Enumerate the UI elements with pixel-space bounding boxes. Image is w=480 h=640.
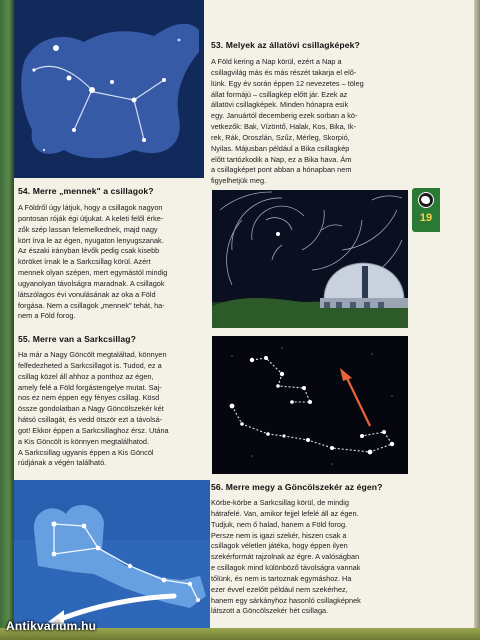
page-stack-edge: [474, 0, 480, 628]
page-number: 19: [419, 212, 433, 224]
text-q53: A Föld kering a Nap körül, ezért a Nap a csillagvilág más és más részét takarja el elő- lünk. Egy év során éppen 12 nevezetes – töleg állat formájú – csillagkép előtt jár. Ezek az állatövi csillagképek. Minden hónapra esik egy. Januártól decemberig ezek sorban a kö- vetkezők: Bak, Vízöntő, Halak, Kos, Bika, Ik- rek, Rák, Oroszlán, Szűz, Mérleg, Skorpió, Nyilas. Májusban például a Bika csillagkép előtt tartózkodik a Nap, ez a Bika hava. Ám a csillagképet pont abban a hónapban nem figyelhetjük meg.: [211, 57, 364, 186]
heading-q55: 55. Merre van a Sarkcsillag?: [18, 334, 136, 344]
big-dipper-polaris-illustration: [212, 336, 408, 474]
watermark-text: Antikvarium.hu: [6, 619, 97, 633]
globe-icon: [418, 192, 434, 208]
page-number-badge: [412, 188, 440, 232]
book-cover-edge: [0, 0, 14, 640]
heading-q56: 56. Merre megy a Göncölszekér az égen?: [211, 482, 383, 492]
taurus-illustration: [14, 0, 204, 178]
heading-q53: 53. Melyek az állatövi csillagképek?: [211, 40, 360, 50]
text-q55: Ha már a Nagy Göncölt megtaláltad, könnyen felfedezheted a Sarkcsillagot is. Tudod, ez a csillag közel áll ahhoz a ponthoz az égen, amely felé a Föld forgástengelye mutat. Saj- nos ez nem éppen egy fényes csillag. Kösd össze gondolatban a Nagy Göncölszekér két hátsó csillagát, és vedd ötször ezt a távolsá- got! Ekkor éppen a Sarkcsillaghoz érsz. Utána a Kis Göncölt is könnyen megtalálhatod. A Sarkcsillag ugyanis éppen a Kis Göncöl rúdjának a végén található.: [18, 350, 169, 468]
text-q54: A Földről úgy látjuk, hogy a csillagok nagyon pontosan róják égi útjukat. A keleti felől érke- zők szép lassan felemelkednek, majd nagy kört írva le az égen, nyugaton lenyugszanak. Az északi irányban lévők pedig csak kisebb köröket írnak le a Sarkcsillag körül. Azért mennek olyan szépen, mert egymástól mindig ugyanolyan távolságra maradnak. A csillagok látszólagos évi vonulásának az oka a Föld forgása. Nem a csillagok „mennek" tehát, ha- nem a Föld forog.: [18, 203, 168, 321]
text-q56: Körbe-körbe a Sarkcsillag körül, de mindig hátrafelé. Van, amikor fejjel lefelé áll az égen. Tudjuk, nem ő halad, hanem a Föld forog. Persze nem is igazi szekér, hiszen csak a csillagok véletlen játéka, hogy éppen ilyen szekérformát rajzolnak az égre. A valóságban e csillagok mind különböző távolságra vannak tőlünk, és nem is tartoznak egymáshoz. Ha ezer évvel ezelőtt például nem szekérhez, hanem egy sárkányhoz hasonló csillagképnek látszott a Göncölszekér hét csillaga.: [211, 498, 361, 616]
book-page: [14, 0, 474, 628]
big-dipper-motion-illustration: [14, 480, 210, 628]
heading-q54: 54. Merre „mennek" a csillagok?: [18, 186, 154, 196]
star-trails-observatory-illustration: [212, 190, 408, 328]
